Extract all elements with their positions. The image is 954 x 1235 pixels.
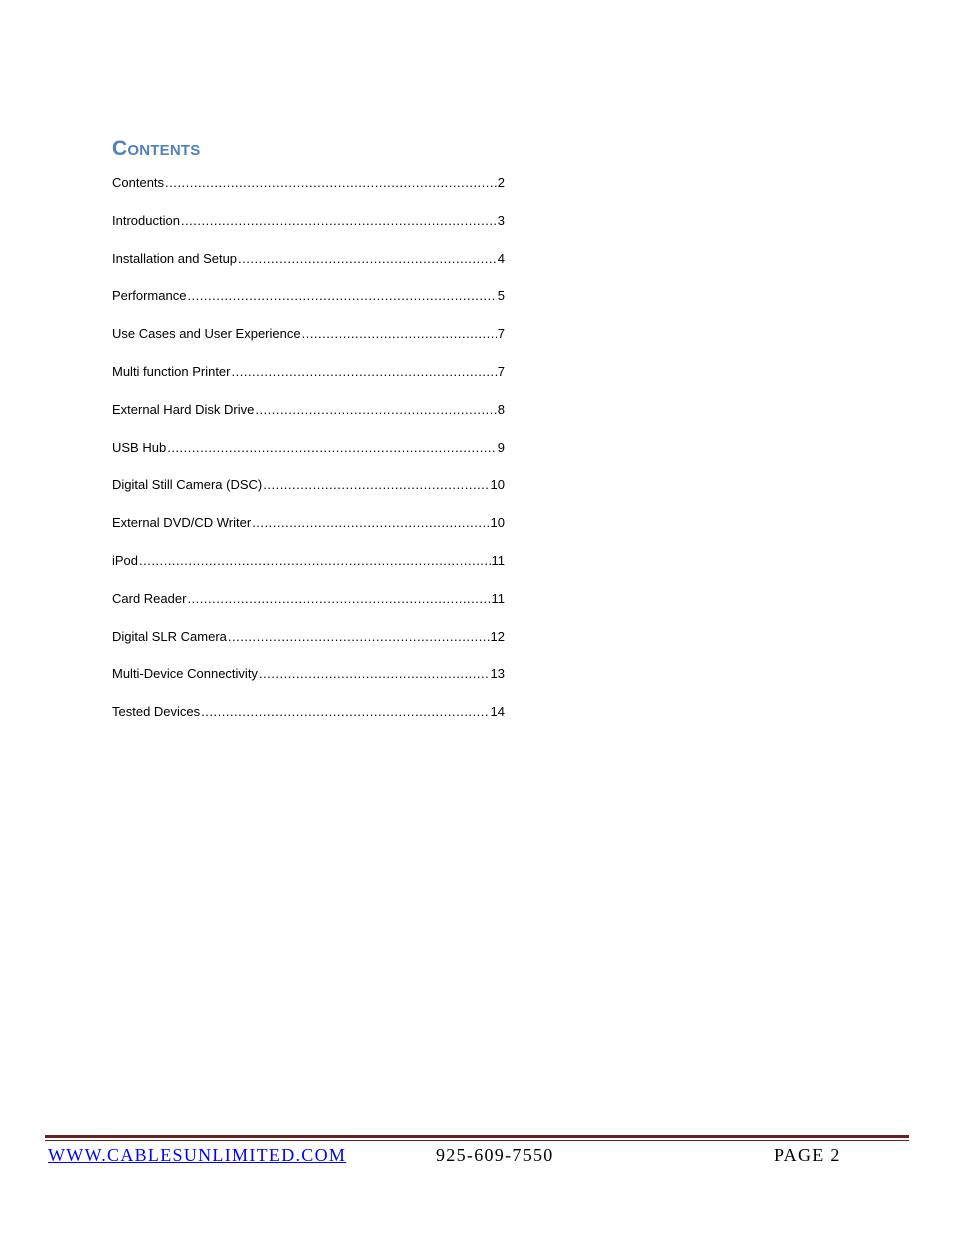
page-footer — [45, 1143, 909, 1167]
toc-dot-leader — [232, 360, 497, 384]
toc-list — [112, 171, 505, 738]
toc-entry-page: 2 — [497, 175, 505, 190]
toc-dot-leader — [167, 436, 497, 460]
toc-entry-multi-function-printer[interactable] — [112, 360, 505, 398]
toc-dot-leader — [255, 398, 496, 422]
toc-dot-leader — [181, 209, 497, 233]
toc-dot-leader — [165, 171, 497, 195]
toc-entry-page: 3 — [497, 212, 505, 228]
toc-dot-leader — [228, 625, 490, 649]
toc-entry-page: 10 — [490, 477, 505, 493]
toc-entry-page: 13 — [490, 666, 505, 682]
toc-entry-title: Digital SLR Camera — [112, 628, 227, 644]
toc-entry-performance[interactable] — [112, 284, 505, 322]
toc-entry-digital-slr-camera[interactable] — [112, 625, 505, 663]
toc-entry-title: External Hard Disk Drive — [112, 401, 255, 417]
toc-entry-title: Tested Devices — [112, 704, 201, 720]
toc-entry-page: 9 — [497, 439, 505, 455]
toc-entry-usb-hub[interactable] — [112, 436, 505, 474]
toc-entry-title: External DVD/CD Writer — [112, 515, 252, 531]
toc-dot-leader — [263, 473, 489, 497]
toc-entry-external-dvd-cd-writer[interactable] — [112, 511, 505, 549]
toc-dot-leader — [238, 247, 497, 271]
toc-entry-title: Card Reader — [112, 590, 187, 606]
toc-dot-leader — [302, 322, 497, 346]
toc-entry-title: iPod — [112, 552, 139, 568]
toc-dot-leader — [252, 511, 489, 535]
footer-rule-thick-line — [45, 1135, 909, 1138]
toc-entry-page: 7 — [497, 326, 505, 342]
toc-entry-card-reader[interactable] — [112, 587, 505, 625]
toc-entry-page: 4 — [497, 250, 505, 266]
toc-entry-ipod[interactable] — [112, 549, 505, 587]
footer-page-number: PAGE 2 — [774, 1145, 841, 1165]
toc-entry-page: 10 — [490, 515, 505, 531]
toc-entry-title: Multi function Printer — [112, 363, 231, 379]
toc-entry-title: Introduction — [112, 212, 180, 228]
toc-entry-multi-device-connectivity[interactable] — [112, 662, 505, 700]
toc-entry-title: Contents — [112, 175, 165, 190]
toc-entry-title: USB Hub — [112, 439, 167, 455]
toc-entry-page: 7 — [497, 363, 505, 379]
toc-entry-title: Performance — [112, 288, 187, 304]
footer-rule — [45, 1135, 909, 1142]
toc-dot-leader — [201, 700, 489, 724]
footer-rule-thin-line — [45, 1140, 909, 1141]
toc-entry-page: 8 — [497, 401, 505, 417]
toc-entry-page: 11 — [491, 590, 505, 606]
toc-dot-leader — [259, 662, 490, 686]
toc-dot-leader — [139, 549, 490, 573]
toc-entry-page: 11 — [491, 552, 505, 568]
toc-dot-leader — [187, 587, 490, 611]
toc-entry-use-cases[interactable] — [112, 322, 505, 360]
toc-entry-tested-devices[interactable] — [112, 700, 505, 738]
toc-entry-page: 12 — [490, 628, 505, 644]
toc-entry-contents[interactable] — [112, 171, 505, 209]
toc-entry-page: 5 — [497, 288, 505, 304]
toc-entry-page: 14 — [490, 704, 505, 720]
footer-phone: 925-609-7550 — [436, 1145, 554, 1165]
toc-entry-installation-and-setup[interactable] — [112, 247, 505, 285]
toc-entry-title: Use Cases and User Experience — [112, 326, 301, 342]
footer-website-link[interactable]: WWW.CABLESUNLIMITED.COM — [48, 1145, 347, 1165]
toc-heading: Contents — [112, 137, 201, 160]
toc-entry-introduction[interactable] — [112, 209, 505, 247]
toc-entry-external-hard-disk-drive[interactable] — [112, 398, 505, 436]
toc-entry-title: Installation and Setup — [112, 250, 238, 266]
toc-dot-leader — [187, 284, 496, 308]
toc-entry-title: Digital Still Camera (DSC) — [112, 477, 263, 493]
toc-entry-title: Multi-Device Connectivity — [112, 666, 258, 682]
toc-entry-digital-still-camera[interactable] — [112, 473, 505, 511]
